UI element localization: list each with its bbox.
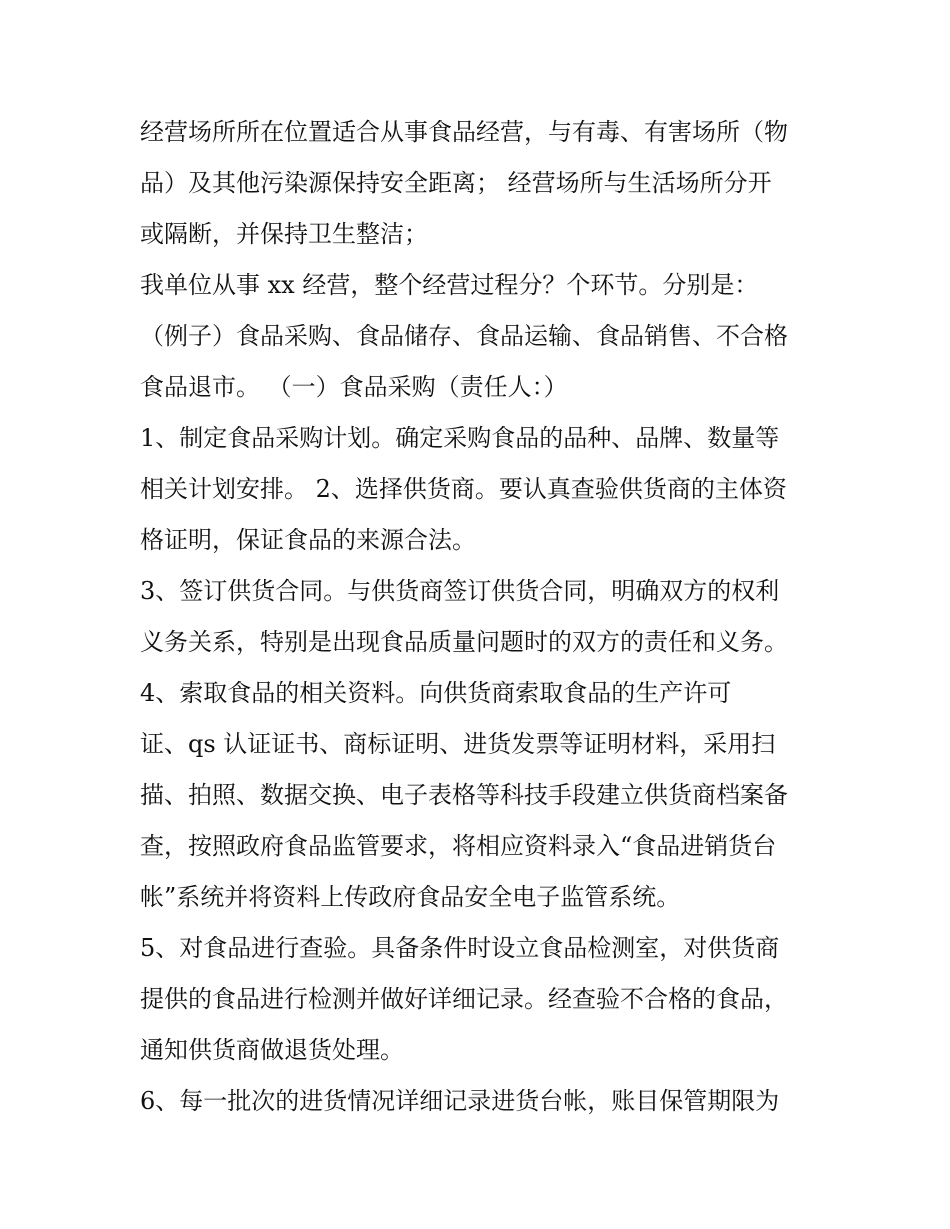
text-line: 或隔断，并保持卫生整洁； [140,220,428,248]
text-line: 我单位从事 xx 经营，整个经营过程分？个环节。分别是： [140,271,759,299]
text-line: 证、qs 认证证书、商标证明、进货发票等证明材料，采用扫 [140,730,776,758]
text-line: 1、制定食品采购计划。确定采购食品的品种、品牌、数量等 [140,424,780,452]
text-line: 食品退市。 （一）食品采购（责任人：） [140,373,568,401]
text-line: 描、拍照、数据交换、电子表格等科技手段建立供货商档案备 [140,781,788,809]
text-line: 通知供货商做退货处理。 [140,1036,404,1064]
text-line: 相关计划安排。 2、选择供货商。要认真查验供货商的主体资 [140,475,787,503]
text-line: 3、签订供货合同。与供货商签订供货合同，明确双方的权利 [140,577,780,605]
text-line: 5、对食品进行查验。具备条件时设立食品检测室，对供货商 [140,934,780,962]
text-line: 经营场所所在位置适合从事食品经营，与有毒、有害场所（物 [140,118,788,146]
text-line: 帐”系统并将资料上传政府食品安全电子监管系统。 [140,883,681,911]
text-line: 6、每一批次的进货情况详细记录进货台帐，账目保管期限为 [140,1087,780,1115]
text-line: 品）及其他污染源保持安全距离； 经营场所与生活场所分开 [140,169,772,197]
text-line: （例子）食品采购、食品储存、食品运输、食品销售、不合格 [140,322,788,350]
text-line: 提供的食品进行检测并做好详细记录。经查验不合格的食品， [140,985,788,1013]
text-line: 查，按照政府食品监管要求，将相应资料录入“食品进销货台 [140,832,777,860]
text-line: 格证明，保证食品的来源合法。 [140,526,476,554]
text-line: 义务关系，特别是出现食品质量问题时的双方的责任和义务。 [140,628,788,656]
text-line: 4、索取食品的相关资料。向供货商索取食品的生产许可 [140,679,732,707]
document-body [140,108,820,1128]
